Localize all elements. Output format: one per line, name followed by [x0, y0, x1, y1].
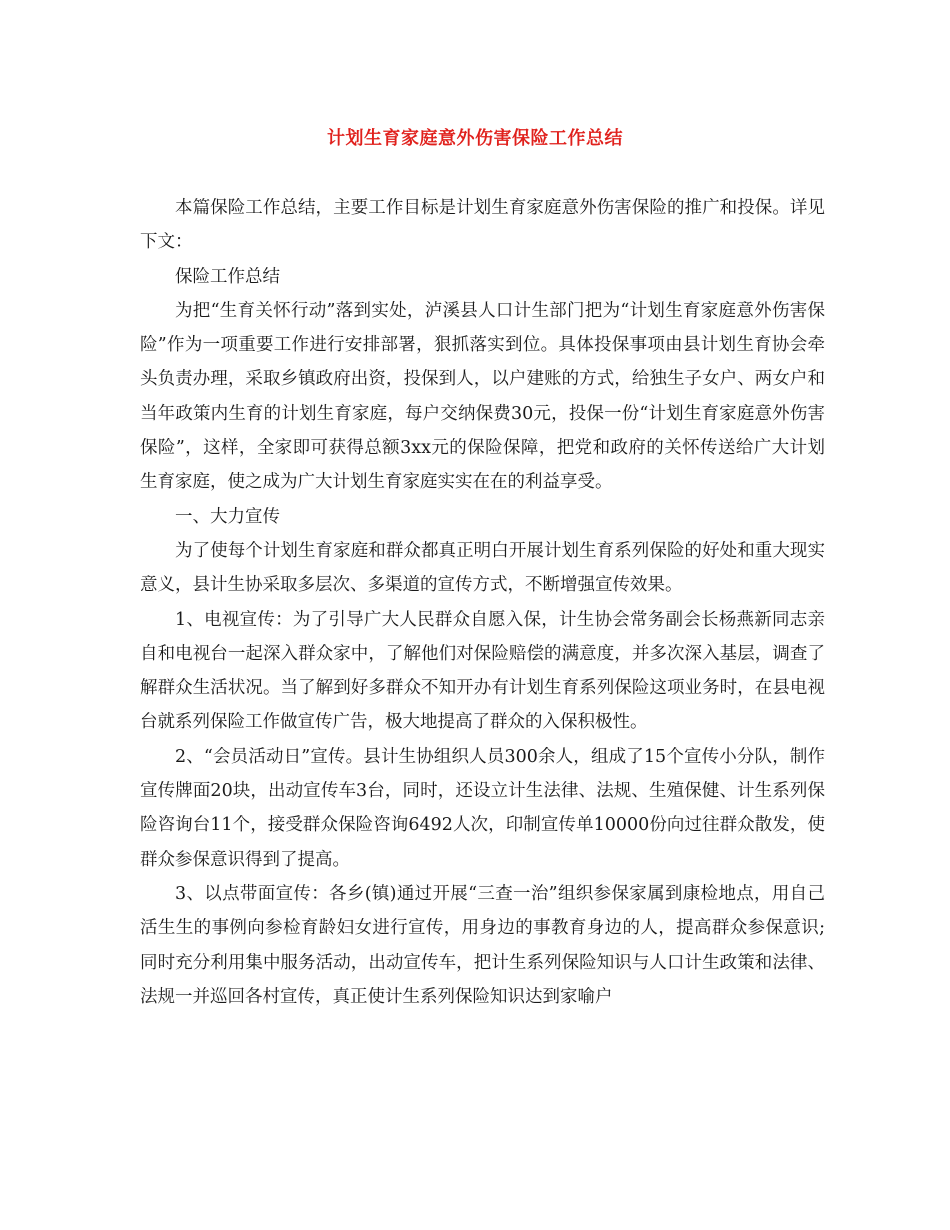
body-paragraph: 为了使每个计划生育家庭和群众都真正明白开展计划生育系列保险的好处和重大现实意义，县计生协采取多层次、多渠道的宣传方式，不断增强宣传效果。 [140, 540, 825, 596]
body-paragraph: 2、“会员活动日”宣传。县计生协组织人员300余人，组成了15个宣传小分队，制作宣传牌面20块，出动宣传车3台，同时，还设立计生法律、法规、生殖保健、计生系列保险咨询台11个，接受群众保险咨询6492人次，印制宣传单10000份向过往群众散发，使群众参保意识得到了提高。 [140, 746, 825, 870]
body-paragraph: 1、电视宣传：为了引导广大人民群众自愿入保，计生协会常务副会长杨燕新同志亲自和电视台一起深入群众家中，了解他们对保险赔偿的满意度，并多次深入基层，调查了解群众生活状况。当了解到好多群众不知开办有计划生育系列保险这项业务时，在县电视台就系列保险工作做宣传广告，极大地提高了群众的入保积极性。 [140, 609, 825, 733]
section-heading: 保险工作总结 [175, 266, 280, 287]
intro-paragraph: 本篇保险工作总结，主要工作目标是计划生育家庭意外伤害保险的推广和投保。详见下文： [140, 198, 825, 253]
body-paragraph: 3、以点带面宣传：各乡(镇)通过开展“三查一治”组织参保家属到康检地点，用自己活生生的事例向参检育龄妇女进行宣传，用身边的事教育身边的人，提高群众参保意识;同时充分利用集中服务活动，出动宣传车，把计生系列保险知识与人口计生政策和法律、法规一并巡回各村宣传，真正使计生系列保险知识达到家喻户 [140, 883, 825, 1007]
body-paragraph: 为把“生育关怀行动”落到实处，泸溪县人口计生部门把为“计划生育家庭意外伤害保险”作为一项重要工作进行安排部署，狠抓落实到位。具体投保事项由县计划生育协会牵头负责办理，采取乡镇政府出资，投保到人，以户建账的方式，给独生子女户、两女户和当年政策内生育的计划生育家庭，每户交纳保费30元，投保一份“计划生育家庭意外伤害保险”，这样，全家即可获得总额3xx元的保险保障，把党和政府的关怀传送给广大计划生育家庭，使之成为广大计划生育家庭实实在在的利益享受。 [140, 300, 825, 493]
document-title: 计划生育家庭意外伤害保险工作总结 [327, 128, 623, 149]
section-heading: 一、大力宣传 [175, 506, 280, 527]
document-body [140, 191, 825, 1014]
